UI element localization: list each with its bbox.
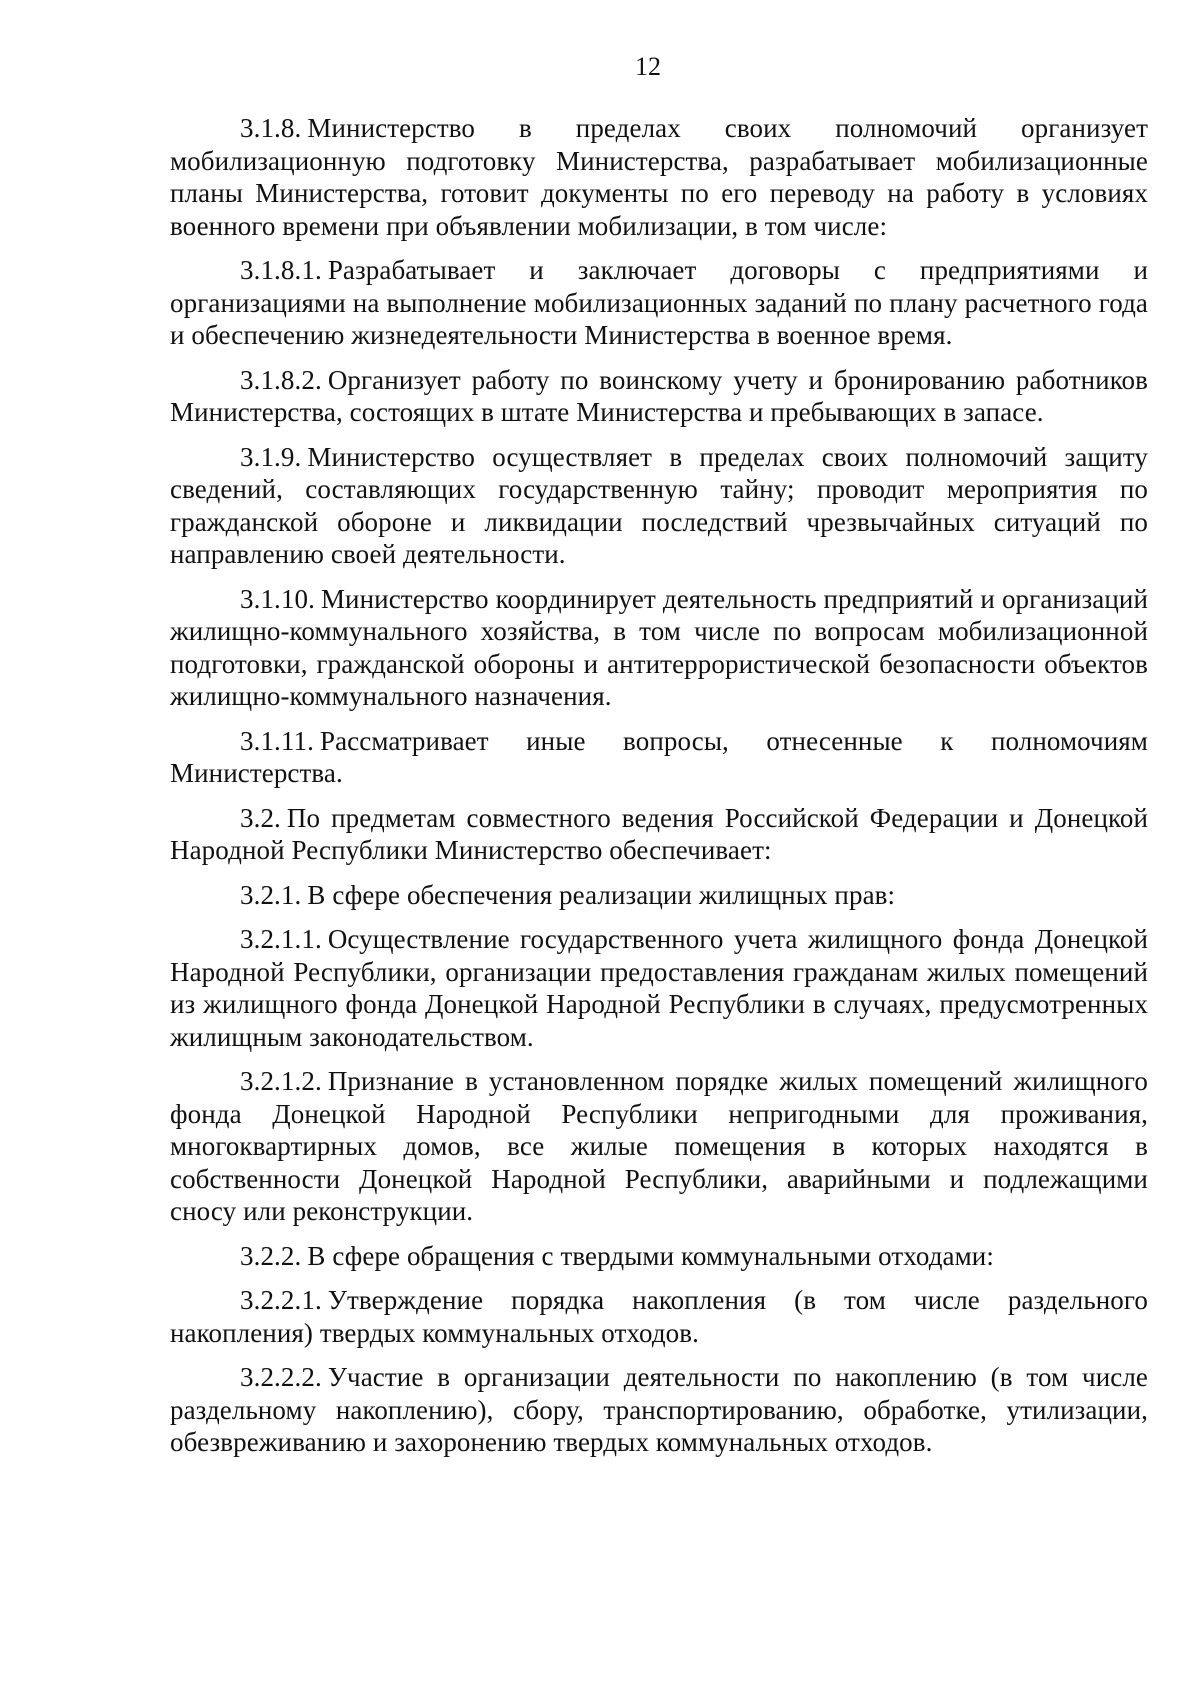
paragraph-text: Министерство координирует деятельность предприятий и организаций жилищно-коммунального хозяйства, в том числе по вопросам мобилизационной подготовки, гражданской обороны и антитеррористической безопасности объектов жилищно-коммунального назначения. (170, 583, 1148, 711)
paragraph-text: Признание в установленном порядке жилых помещений жилищного фонда Донецкой Народной Республики непригодными для проживания, многоквартирных домов, все жилые помещения в которых находятся в собственности Донецкой Народной Республики, аварийными и подлежащими сносу или реконструкции. (170, 1066, 1148, 1226)
paragraph-number: 3.1.8.1. (240, 255, 322, 285)
paragraph-number: 3.2. (240, 802, 281, 833)
paragraph-number: 3.1.11. (240, 725, 314, 756)
paragraph-number: 3.2.2.2. (240, 1362, 322, 1392)
paragraph-number: 3.2.2.1. (240, 1285, 322, 1315)
paragraph-text: Осуществление государственного учета жилищного фонда Донецкой Народной Республики, организации предоставления гражданам жилых помещений из жилищного фонда Донецкой Народной Республики в случаях, предусмотренных жилищным законодательством. (170, 924, 1148, 1052)
paragraph-3-2-1 (170, 879, 1148, 912)
paragraph-text: Организует работу по воинскому учету и бронированию работников Министерства, состоящих в штате Министерства и пребывающих в запасе. (170, 364, 1148, 427)
page-number: 12 (635, 52, 661, 81)
paragraph-text: В сфере обращения с твердыми коммунальными отходами: (307, 1240, 994, 1271)
paragraph-3-1-8-2 (170, 364, 1148, 429)
paragraph-3-1-8-1 (170, 254, 1148, 352)
paragraph-number: 3.1.10. (240, 583, 315, 614)
paragraph-3-1-10 (170, 583, 1148, 713)
paragraph-3-2-2-2 (170, 1361, 1148, 1459)
paragraph-number: 3.2.1. (240, 879, 302, 910)
paragraph-text: Утверждение порядка накопления (в том числе раздельного накопления) твердых коммунальных отходов. (170, 1285, 1148, 1348)
paragraph-3-1-11 (170, 725, 1148, 790)
paragraph-text: Министерство осуществляет в пределах своих полномочий защиту сведений, составляющих государственную тайну; проводит мероприятия по гражданской обороне и ликвидации последствий чрезвычайных ситуаций по направлению своей деятельности. (170, 441, 1148, 569)
document-body (170, 112, 1148, 1471)
paragraph-3-2-1-1 (170, 923, 1148, 1053)
paragraph-number: 3.1.8. (240, 113, 302, 143)
paragraph-text: Рассматривает иные вопросы, отнесенные к полномочиям Министерства. (170, 725, 1148, 788)
paragraph-3-2 (170, 802, 1148, 867)
paragraph-number: 3.2.1.1. (240, 924, 322, 954)
paragraph-text: Участие в организации деятельности по накоплению (в том числе раздельному накоплению), сбору, транспортированию, обработке, утилизации, обезвреживанию и захоронению твердых коммунальных отходов. (170, 1362, 1148, 1457)
paragraph-3-2-2 (170, 1240, 1148, 1273)
paragraph-number: 3.2.2. (240, 1240, 302, 1271)
paragraph-text: По предметам совместного ведения Российской Федерации и Донецкой Народной Республики Министерство обеспечивает: (170, 802, 1148, 865)
paragraph-3-1-9 (170, 441, 1148, 571)
paragraph-number: 3.2.1.2. (240, 1066, 322, 1096)
paragraph-text: Разрабатывает и заключает договоры с предприятиями и организациями на выполнение мобилизационных заданий по плану расчетного года и обеспечению жизнедеятельности Министерства в военное время. (170, 255, 1148, 350)
paragraph-text: В сфере обеспечения реализации жилищных прав: (307, 879, 896, 910)
paragraph-number: 3.1.8.2. (240, 364, 322, 395)
paragraph-3-2-1-2 (170, 1065, 1148, 1228)
paragraph-3-2-2-1 (170, 1284, 1148, 1349)
paragraph-3-1-8 (170, 112, 1148, 242)
paragraph-number: 3.1.9. (240, 441, 302, 472)
paragraph-text: Министерство в пределах своих полномочий организует мобилизационную подготовку Министерства, разрабатывает мобилизационные планы Министерства, готовит документы по его переводу на работу в условиях военного времени при объявлении мобилизации, в том числе: (170, 113, 1148, 241)
